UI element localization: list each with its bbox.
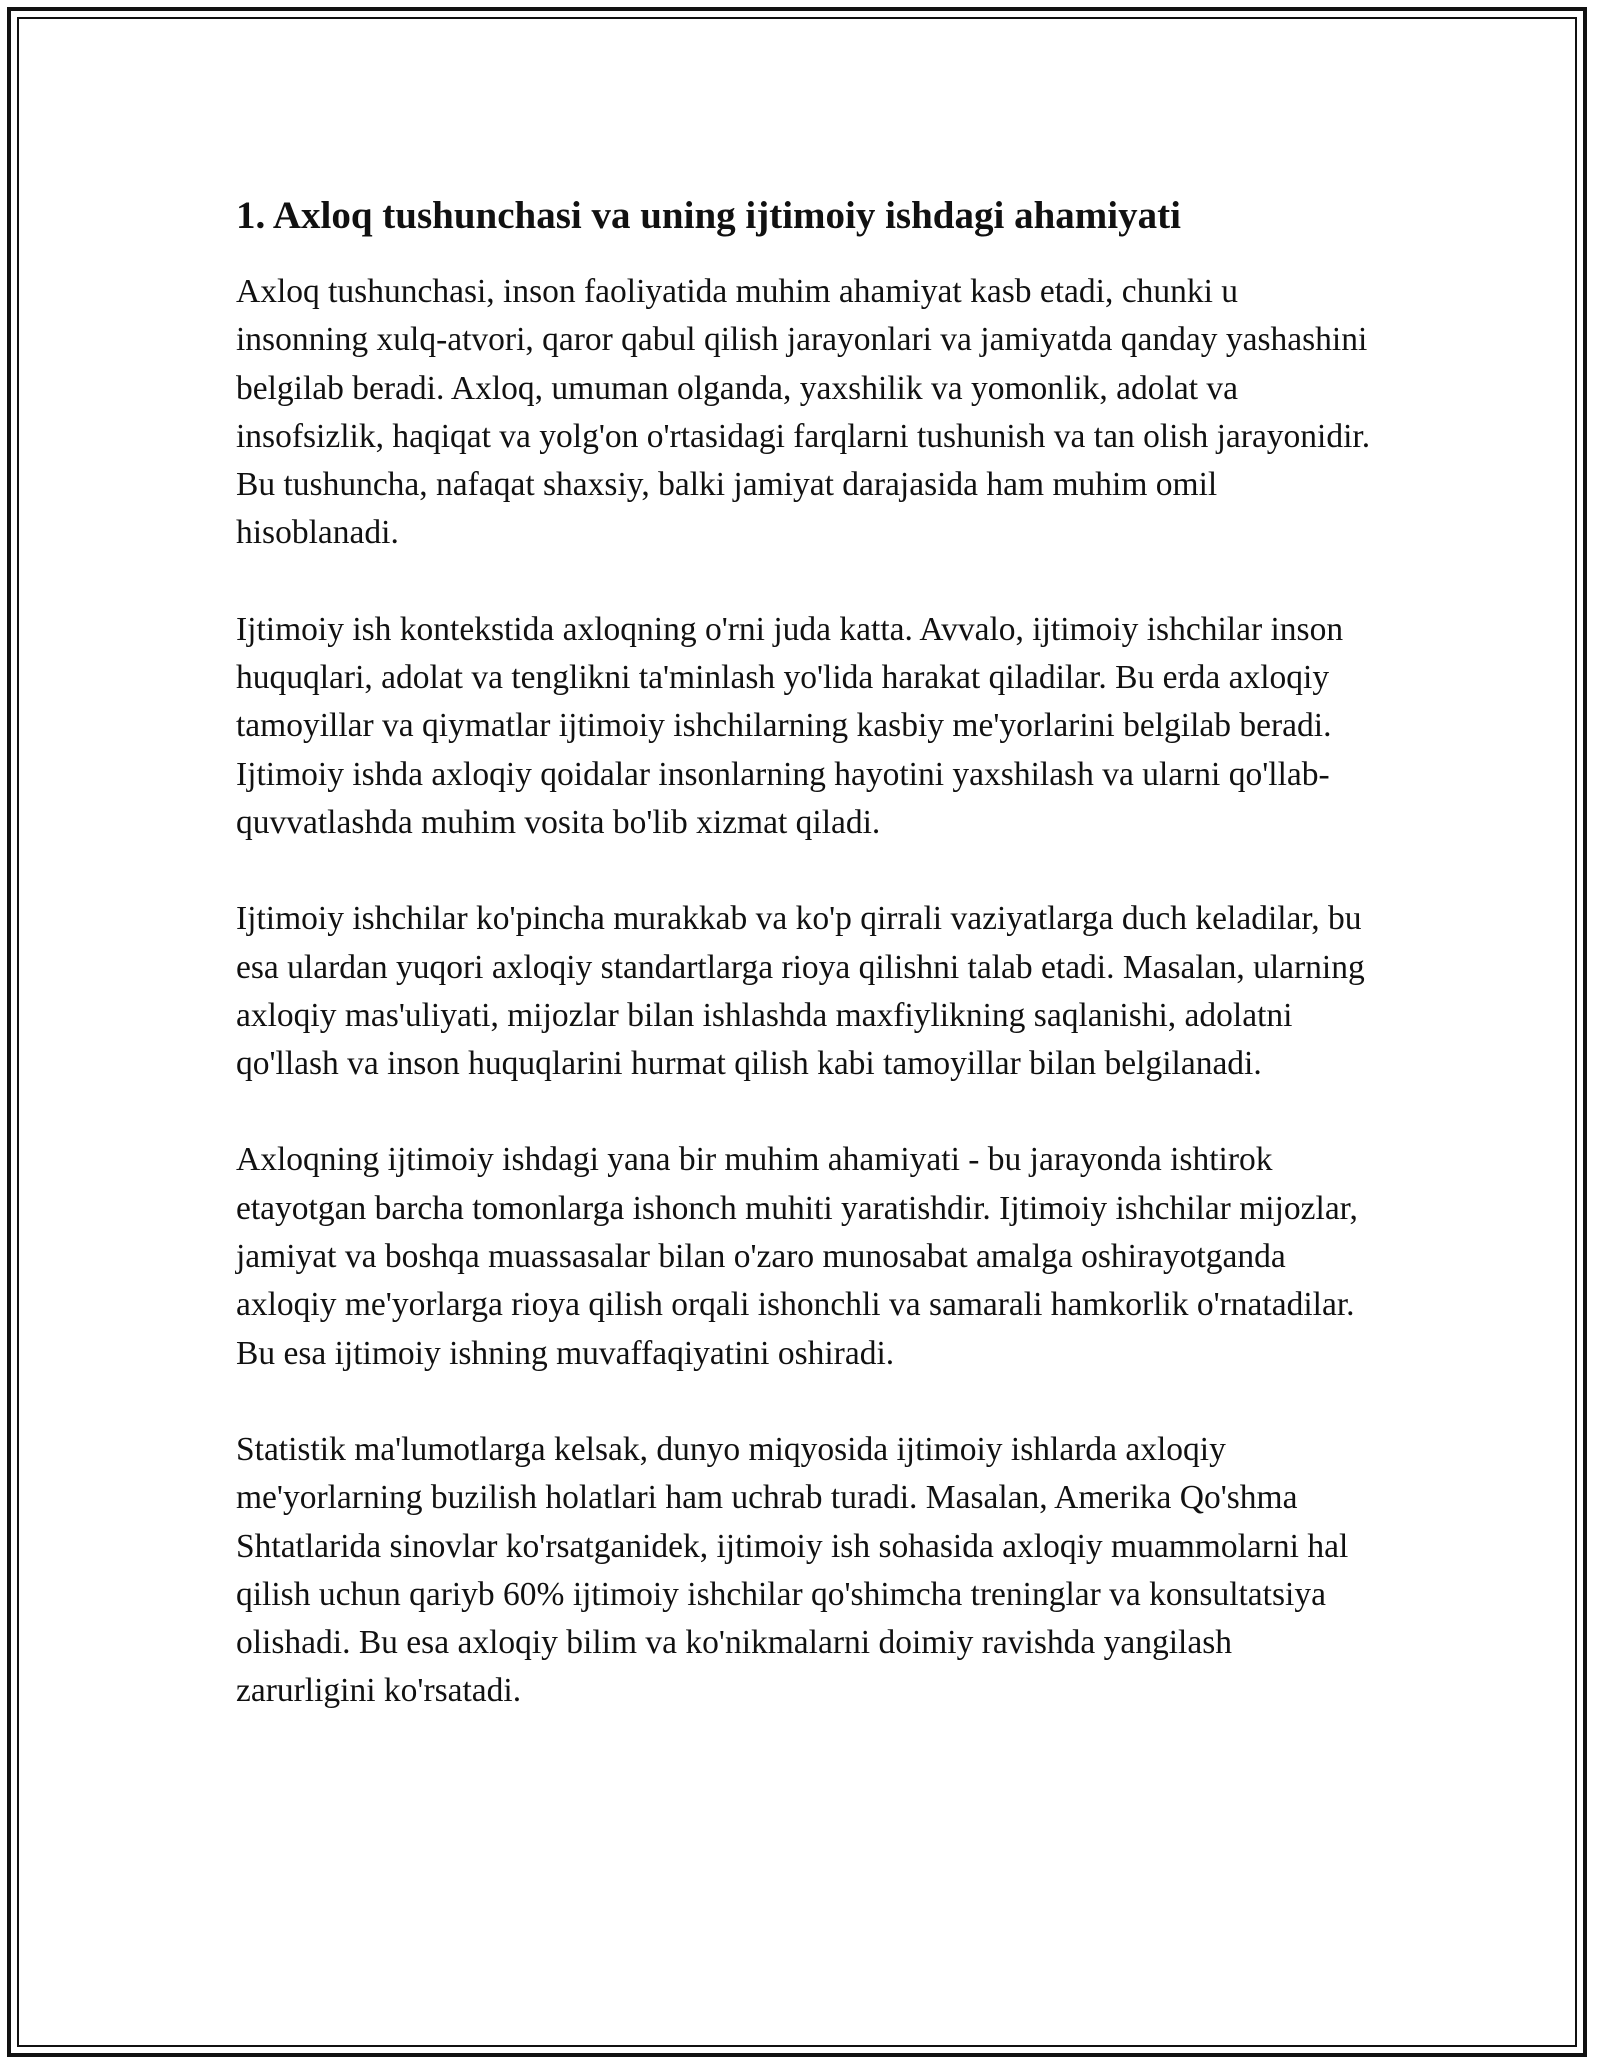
paragraph-5: Statistik ma'lumotlarga kelsak, dunyo miqyosida ijtimoiy ishlarda axloqiy me'yorlarning buzilish holatlari ham uchrab turadi. Masalan, Amerika Qo'shma Shtatlarida sinovlar ko'rsatganidek, ijtimoiy ish sohasida axloqiy muammolarni hal qilish uchun qariyb 60% ijtimoiy ishchilar qo'shimcha treninglar va konsultatsiya olishadi. Bu esa axloqiy bilim va ko'nikmalarni doimiy ravishda yangilash zarurligini ko'rsatadi.: [236, 1430, 1349, 1710]
paragraph-3: Ijtimoiy ishchilar ko'pincha murakkab va ko'p qirrali vaziyatlarga duch keladilar, bu esa ulardan yuqori axloqiy standartlarga rioya qilishni talab etadi. Masalan, ularning axloqiy mas'uliyati, mijozlar bilan ishlashda maxfiylikning saqlanishi, adolatni qo'llash va inson huquqlarini hurmat qilish kabi tamoyillar bilan belgilanadi.: [236, 900, 1365, 1083]
section-heading: 1. Axloq tushunchasi va uning ijtimoiy ishdagi ahamiyati: [236, 194, 1181, 237]
paragraph-1: Axloq tushunchasi, inson faoliyatida muhim ahamiyat kasb etadi, chunki u insonning xulq-atvori, qaror qabul qilish jarayonlari va jamiyatda qanday yashashini belgilab beradi. Axloq, umuman olganda, yaxshilik va yomonlik, adolat va insofsizlik, haqiqat va yolg'on o'rtasidagi farqlarni tushunish va tan olish jarayonidir. Bu tushuncha, nafaqat shaxsiy, balki jamiyat darajasida ham muhim omil hisoblanadi.: [236, 273, 1371, 552]
document-body: [236, 186, 1376, 1764]
paragraph-2: Ijtimoiy ish kontekstida axloqning o'rni juda katta. Avvalo, ijtimoiy ishchilar inson huquqlari, adolat va tenglikni ta'minlash yo'lida harakat qiladilar. Bu erda axloqiy tamoyillar va qiymatlar ijtimoiy ishchilarning kasbiy me'yorlarini belgilab beradi. Ijtimoiy ishda axloqiy qoidalar insonlarning hayotini yaxshilash va ularni qo'llab-quvvatlashda muhim vosita bo'lib xizmat qiladi.: [236, 610, 1344, 841]
paragraph-4: Axloqning ijtimoiy ishdagi yana bir muhim ahamiyati - bu jarayonda ishtirok etayotgan barcha tomonlarga ishonch muhiti yaratishdir. Ijtimoiy ishchilar mijozlar, jamiyat va boshqa muassasalar bilan o'zaro munosabat amalga oshirayotganda axloqiy me'yorlarga rioya qilish orqali ishonchli va samarali hamkorlik o'rnatadilar. Bu esa ijtimoiy ishning muvaffaqiyatini oshiradi.: [236, 1141, 1358, 1372]
